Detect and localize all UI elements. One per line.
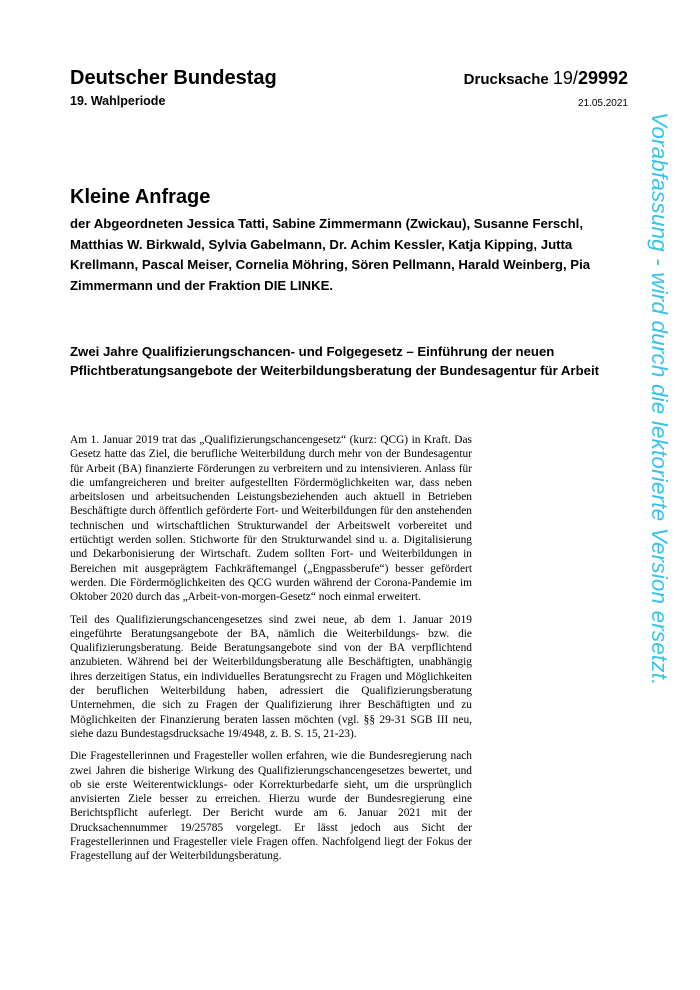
document-title: Kleine Anfrage bbox=[70, 186, 211, 208]
drucksache-prefix: 19/ bbox=[552, 68, 578, 88]
drucksache-label: Drucksache bbox=[463, 71, 549, 88]
draft-watermark: Vorabfassung - wird durch die lektorierte Version ersetzt. bbox=[647, 112, 672, 686]
paragraph: Am 1. Januar 2019 trat das „Qualifizierungschancengesetz“ (kurz: QCG) in Kraft. Das Gesetz hatte das Ziel, die berufliche Weiterbildung durch mehr von der Bundesagentur für Arbeit (BA) finanzierte Förderungen zu verbreitern und zu intensivieren. Anlass für die umfangreicheren und breiter aufgestellten Fördermöglichkeiten war, dass neben arbeitslosen und arbeitsuchenden Leistungsbeziehenden auch aktuell in Betrieben Beschäftigte durch öffentlich geförderte Fort- und Weiterbildungen für den anstehenden technischen und wirtschaftlichen Strukturwandel der Arbeitswelt vorbereitet und ertüchtigt werden sollen. Stichworte für den Strukturwandel sind u. a. Digitalisierung und Dekarbonisierung der Wirtschaft. Zudem sollten Fort- und Weiterbildungen in Bereichen mit ausgeprägtem Fachkräftemangel („Engpassberufe“) besser gefördert werden. Die Fördermöglichkeiten des QCG wurden während der Corona-Pandemie im Oktober 2020 durch das „Arbeit-von-morgen-Gesetz“ noch einmal erweitert. bbox=[70, 434, 472, 604]
authors-list: der Abgeordneten Jessica Tatti, Sabine Zimmermann (Zwickau), Susanne Ferschl, Matthias W. Birkwald, Sylvia Gabelmann, Dr. Achim Kessler, Katja Kipping, Jutta Krellmann, Pascal Meiser, Cornelia Möhring, Sören Pellmann, Harald Weinberg, Pia Zimmermann und der Fraktion DIE LINKE. bbox=[70, 216, 591, 293]
legislative-period: 19. Wahlperiode bbox=[70, 94, 166, 108]
institution-name: Deutscher Bundestag bbox=[70, 67, 277, 89]
drucksache-number-value: 29992 bbox=[577, 68, 628, 88]
paragraph: Teil des Qualifizierungschancengesetzes sind zwei neue, ab dem 1. Januar 2019 eingeführte Beratungsangebote der BA, nämlich die Weiterbildungs- bzw. die Qualifizierungsberatung. Beide Beratungsangebote sind von der BA verpflichtend anzubieten. Während bei der Weiterbildungsberatung alle Beschäftigten, unabhängig ihres derzeitigen Status, ein individuelles Beratungsrecht zu Fragen und Möglichkeiten der beruflichen Weiterbildung haben, adressiert die Qualifizierungsberatung Unternehmen, die sich zu Fragen der Qualifizierung ihrer Beschäftigten und zu Möglichkeiten der Finanzierung beraten lassen möchten (vgl. §§ 29-31 SGB III neu, siehe dazu Bundestagsdrucksache 19/4948, z. B. S. 15, 21-23). bbox=[70, 613, 472, 740]
header-right bbox=[464, 68, 628, 109]
document-date: 21.05.2021 bbox=[577, 98, 628, 109]
drucksache-number bbox=[464, 68, 628, 90]
paragraph: Die Fragestellerinnen und Fragesteller wollen erfahren, wie die Bundesregierung nach zwei Jahren die bisherige Wirkung des Qualifizierungschancengesetzes bewertet, und ob sie erste Weiterentwicklungs- oder Korrekturbedarfe sieht, um die ursprünglich anvisierten Ziele besser zu erreichen. Hierzu wurde der Bundesregierung eine Berichtspflicht auferlegt. Der Bericht wurde am 6. Januar 2021 mit der Drucksachennummer 19/25785 vorgelegt. Er lässt jedoch aus Sicht der Fragestellerinnen und Fragesteller viele Fragen offen. Nachfolgend liegt der Fokus der Fragestellung auf der Weiterbildungsberatung. bbox=[70, 750, 472, 863]
inquiry-subject: Zwei Jahre Qualifizierungschancen- und Folgegesetz – Einführung der neuen Pflichtberatungsangebote der Weiterbildungsberatung der Bundesagentur für Arbeit bbox=[70, 344, 600, 378]
header-left bbox=[70, 66, 277, 108]
body-text bbox=[70, 433, 472, 872]
